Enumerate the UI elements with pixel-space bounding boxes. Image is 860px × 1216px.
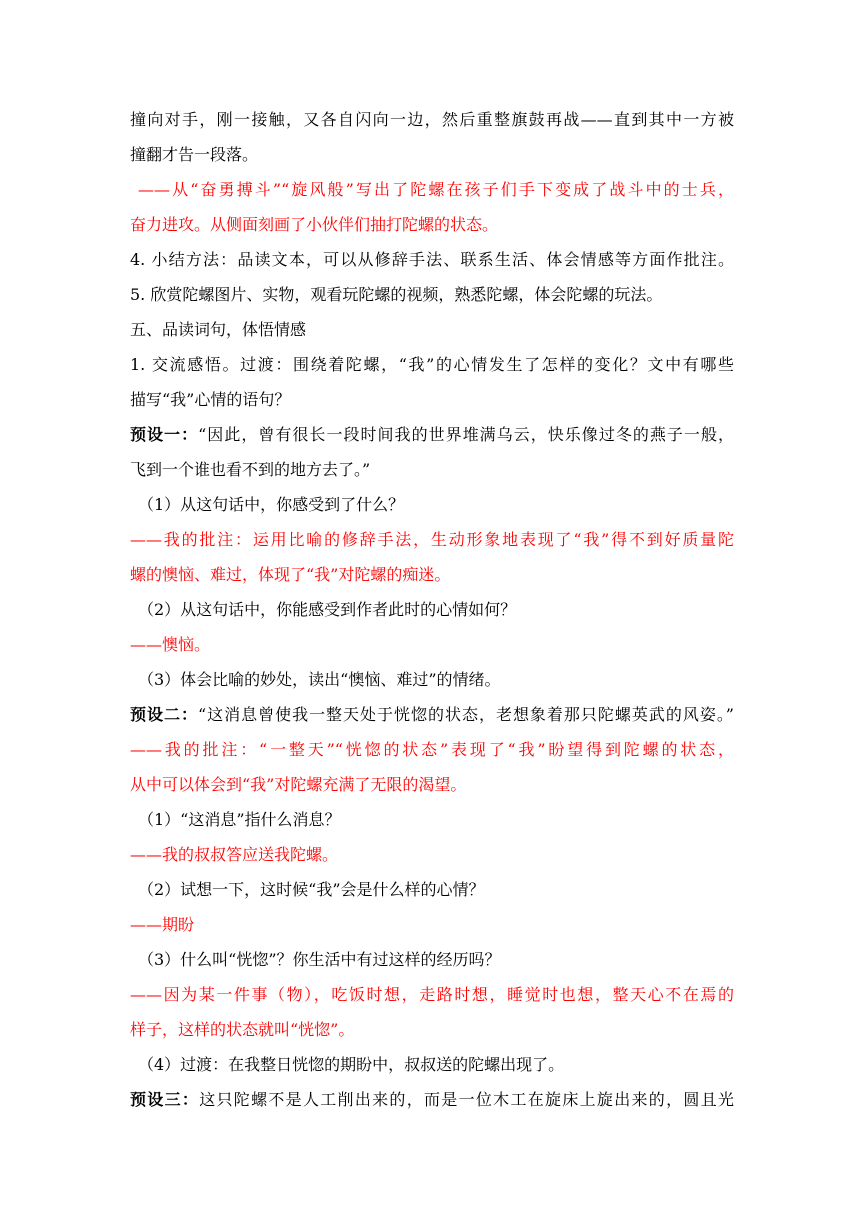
section-heading: 五、品读词句，体悟情感 [130,320,307,339]
question-line: （2）试想一下，这时候“我”会是什么样的心情？ [138,880,485,899]
annotation-line: 从中可以体会到“我”对陀螺充满了无限的渴望。 [130,775,467,794]
annotation-line: 螺的懊恼、难过，体现了“我”对陀螺的痴迷。 [130,565,451,584]
quote-text: “因此，曾有很长一段时间我的世界堆满乌云，快乐像过冬的燕子一般， [198,425,734,444]
question-line: （2）从这句话中，你能感受到作者此时的心情如何？ [138,600,517,619]
annotation-line: 奋力进攻。从侧面刻画了小伙伴们抽打陀螺的状态。 [130,215,499,234]
paragraph-line: 飞到一个谁也看不到的地方去了。” [130,460,371,479]
annotation-line: ——我的叔叔答应送我陀螺。 [130,845,339,864]
question-line: （4）过渡：在我整日恍惚的期盼中，叔叔送的陀螺出现了。 [138,1055,565,1074]
preset-line [130,697,734,732]
paragraph-line: 撞向对手，刚一接触，又各自闪向一边，然后重整旗鼓再战——直到其中一方被 [130,110,734,129]
annotation-line: ——我的批注：运用比喻的修辞手法，生动形象地表现了“我”得不到好质量陀 [130,530,734,549]
annotation-line: ——我的批注：“一整天”“恍惚的状态”表现了“我”盼望得到陀螺的状态， [130,740,734,759]
preset-line [130,417,734,452]
annotation-line: ——因为某一件事（物），吃饭时想，走路时想，睡觉时也想，整天心不在焉的 [130,985,734,1004]
annotation-line: ——从“奋勇搏斗”“旋风般”写出了陀螺在孩子们手下变成了战斗中的士兵， [138,180,734,199]
preset-label: 预设一： [130,425,199,444]
preset-label: 预设二： [130,705,198,724]
paragraph-line: 撞翻才告一段落。 [130,145,259,164]
quote-text: “这消息曾使我一整天处于恍惚的状态，老想象着那只陀螺英武的风姿。” [197,705,734,724]
paragraph-line: 4. 小结方法：品读文本，可以从修辞手法、联系生活、体会情感等方面作批注。 [130,250,734,269]
paragraph-line: 描写“我”心情的语句？ [130,390,291,409]
quote-text: 这只陀螺不是人工削出来的，而是一位木工在旋床上旋出来的，圆且光 [199,1090,734,1109]
annotation-line: ——懊恼。 [130,635,211,654]
question-line: （1）“这消息”指什么消息？ [138,810,341,829]
question-line: （3）什么叫“恍惚”？你生活中有过这样的经历吗？ [138,950,501,969]
question-line: （3）体会比喻的妙处，读出“懊恼、难过”的情绪。 [138,670,501,689]
preset-label: 预设三： [130,1090,200,1109]
question-line: （1）从这句话中，你感受到了什么？ [138,495,405,514]
annotation-line: 样子，这样的状态就叫“恍惚”。 [130,1020,355,1039]
preset-line [130,1082,734,1117]
paragraph-line: 5. 欣赏陀螺图片、实物，观看玩陀螺的视频，熟悉陀螺，体会陀螺的玩法。 [130,285,663,304]
annotation-line: ——期盼 [130,915,195,934]
paragraph-line: 1. 交流感悟。过渡：围绕着陀螺，“我”的心情发生了怎样的变化？文中有哪些 [130,355,734,374]
lesson-plan-text [130,102,734,1117]
